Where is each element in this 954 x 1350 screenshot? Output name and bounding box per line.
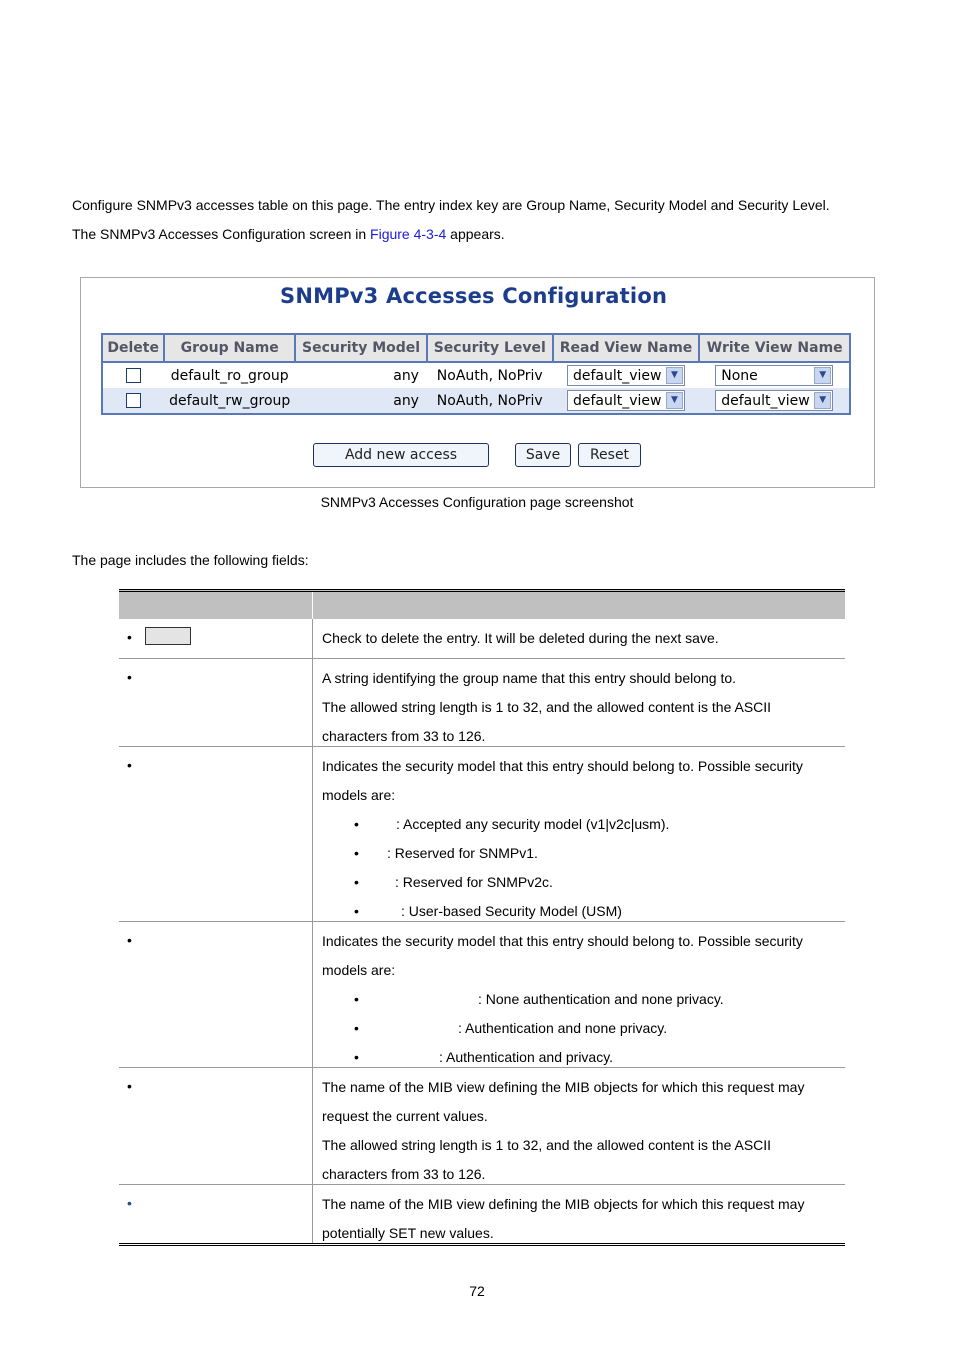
field-desc: A string identifying the group name that this entry should belong to. <box>322 670 737 686</box>
security-model-cell: any <box>295 362 427 388</box>
figure-caption: SNMPv3 Accesses Configuration page screenshot <box>320 494 634 510</box>
intro-paragraph <box>72 195 892 215</box>
field-row-security-level <box>119 922 845 1068</box>
list-item: • : Accepted any security model (v1|v2c|usm). <box>354 816 670 832</box>
write-view-value: default_view <box>721 393 810 409</box>
group-name-cell: default_rw_group <box>164 388 295 414</box>
table-row <box>102 362 850 388</box>
delete-checkbox[interactable] <box>126 368 141 383</box>
page-title: SNMPv3 Accesses Configuration <box>280 284 668 308</box>
field-desc: Check to delete the entry. It will be deleted during the next save. <box>322 630 719 646</box>
field-desc: Indicates the security model that this entry should belong to. Possible security models are: <box>322 933 803 978</box>
write-view-value: None <box>721 368 758 384</box>
field-row-security-model <box>119 747 845 922</box>
chevron-down-icon: ▼ <box>666 367 683 384</box>
list-item-text: : Reserved for SNMPv2c. <box>395 874 553 890</box>
bullet-icon: • <box>127 932 132 948</box>
field-desc: The allowed string length is 1 to 32, and the allowed content is the ASCII characters from 33 to 126. <box>322 1137 772 1182</box>
intro-line-2a: The SNMPv3 Accesses Configuration screen in <box>72 226 371 242</box>
reset-button[interactable]: Reset <box>578 443 641 467</box>
fields-table <box>119 589 845 1246</box>
list-item: • : Reserved for SNMPv1. <box>354 845 538 861</box>
add-new-access-button[interactable]: Add new access <box>313 443 489 467</box>
list-item-text: : Authentication and privacy. <box>439 1049 614 1065</box>
field-row-write-view <box>119 1185 845 1246</box>
list-item: • : Reserved for SNMPv2c. <box>354 874 553 890</box>
list-item-text: : Accepted any security model (v1|v2c|usm). <box>396 816 670 832</box>
list-item: • : Authentication and none privacy. <box>354 1020 668 1036</box>
read-view-select[interactable] <box>567 365 685 386</box>
header-write-view: Write View Name <box>699 334 850 362</box>
field-desc: The allowed string length is 1 to 32, and the allowed content is the ASCII characters from 33 to 126. <box>322 699 772 744</box>
write-view-select[interactable] <box>715 365 833 386</box>
security-level-cell: NoAuth, NoPriv <box>427 388 553 414</box>
chevron-down-icon: ▼ <box>814 392 831 409</box>
read-view-select[interactable] <box>567 390 685 411</box>
bullet-icon: • <box>127 757 132 773</box>
header-security-level: Security Level <box>427 334 553 362</box>
fields-table-header <box>119 589 845 619</box>
chevron-down-icon: ▼ <box>666 392 683 409</box>
delete-checkbox[interactable] <box>126 393 141 408</box>
bullet-icon: • <box>127 1078 132 1094</box>
figure-link[interactable]: Figure 4-3-4 <box>370 226 447 242</box>
field-desc: The name of the MIB view defining the MIB objects for which this request may request the current values. <box>322 1079 805 1124</box>
accesses-table <box>101 333 851 415</box>
field-row-read-view <box>119 1068 845 1185</box>
intro-line-2b: appears. <box>446 226 505 242</box>
table-header-row <box>102 334 850 362</box>
list-item-text: : Reserved for SNMPv1. <box>387 845 538 861</box>
screenshot-frame <box>80 277 875 488</box>
list-item: • : User-based Security Model (USM) <box>354 903 622 919</box>
list-item-text: : None authentication and none privacy. <box>478 991 724 1007</box>
label-box <box>145 627 191 645</box>
intro-paragraph-2 <box>72 224 892 244</box>
bullet-icon: • <box>127 629 132 645</box>
fields-intro: The page includes the following fields: <box>72 552 309 568</box>
security-model-cell: any <box>295 388 427 414</box>
header-group-name: Group Name <box>164 334 295 362</box>
intro-line-1: Configure SNMPv3 accesses table on this page. The entry index key are Group Name, Security Model and Security Level. <box>72 197 830 213</box>
group-name-cell: default_ro_group <box>164 362 295 388</box>
read-view-value: default_view <box>573 368 662 384</box>
security-level-cell: NoAuth, NoPriv <box>427 362 553 388</box>
field-row-group-name <box>119 659 845 747</box>
list-item: • : None authentication and none privacy. <box>354 991 724 1007</box>
field-row-delete <box>119 619 845 659</box>
list-item-text: : Authentication and none privacy. <box>458 1020 668 1036</box>
save-button[interactable]: Save <box>515 443 571 467</box>
bullet-icon: • <box>127 1195 132 1211</box>
page-number: 72 <box>469 1283 485 1299</box>
bullet-icon: • <box>127 669 132 685</box>
header-read-view: Read View Name <box>553 334 700 362</box>
list-item-text: : User-based Security Model (USM) <box>401 903 622 919</box>
write-view-select[interactable] <box>715 390 833 411</box>
chevron-down-icon: ▼ <box>814 367 831 384</box>
table-row <box>102 388 850 414</box>
field-desc: Indicates the security model that this entry should belong to. Possible security models are: <box>322 758 803 803</box>
list-item: • : Authentication and privacy. <box>354 1049 614 1065</box>
header-delete: Delete <box>102 334 164 362</box>
field-desc: The name of the MIB view defining the MIB objects for which this request may potentially SET new values. <box>322 1196 805 1241</box>
read-view-value: default_view <box>573 393 662 409</box>
header-security-model: Security Model <box>295 334 427 362</box>
